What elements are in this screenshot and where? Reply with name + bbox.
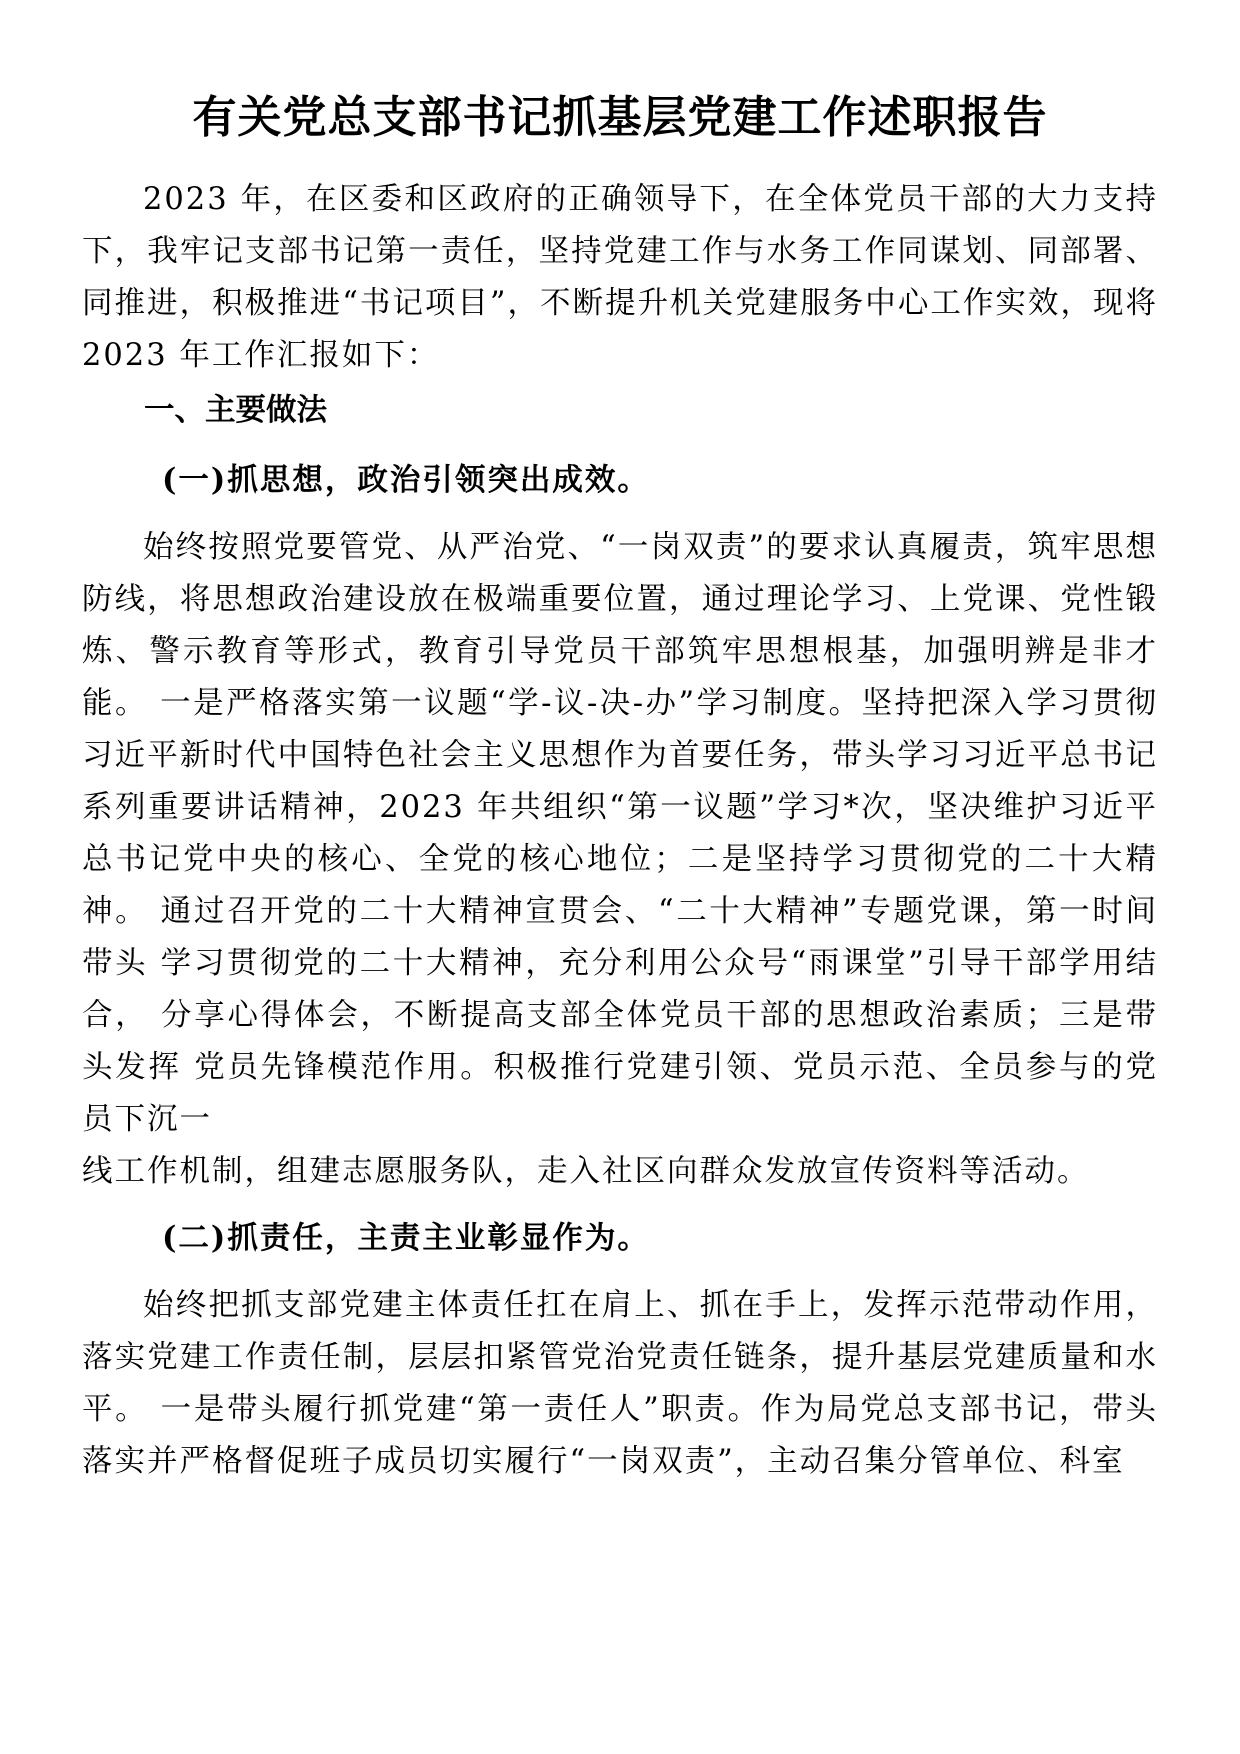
section-heading-main-practices: 一、主要做法 <box>144 393 327 428</box>
subsection-heading-ideology: (一)抓思想，政治引领突出成效。 <box>162 462 650 498</box>
subsection-heading-responsibility: (二)抓责任，主责主业彰显作为。 <box>162 1220 650 1256</box>
responsibility-paragraph: 始终把抓支部党建主体责任扛在肩上、抓在手上，发挥示范带动作用，落实党建工作责任制，层层扣紧管党治党责任链条，提升基层党建质量和水平。 一是带头履行抓党建“第一责任人”职责。作为局党总支部书记，带头落实并严格督促班子成员切实履行“一岗双责”，主动召集分管单位、科室 <box>82 1288 1158 1479</box>
document-title: 有关党总支部书记抓基层党建工作述职报告 <box>192 92 1048 143</box>
ideology-paragraph: 始终按照党要管党、从严治党、“一岗双责”的要求认真履责，筑牢思想防线，将思想政治建设放在极端重要位置，通过理论学习、上党课、党性锻炼、警示教育等形式，教育引导党员干部筑牢思想根基，加强明辨是非才能。 一是严格落实第一议题“学-议-决-办”学习制度。坚持把深入学习贯彻习近平新时代中国特色社会主义思想作为首要任务，带头学习习近平总书记系列重要讲话精神，2023 年共组织“第一议题”学习*次，坚决维护习近平总书记党中央的核心、全党的核心地位；二是坚持学习贯彻党的二十大精神。 通过召开党的二十大精神宣贯会、“二十大精神”专题党课，第一时间带头 学习贯彻党的二十大精神，充分利用公众号“雨课堂”引导干部学用结合， 分享心得体会，不断提高支部全体党员干部的思想政治素质；三是带头发挥 党员先锋模范作用。积极推行党建引领、党员示范、全员参与的党员下沉一 <box>82 530 1158 1137</box>
intro-paragraph: 2023 年，在区委和区政府的正确领导下，在全体党员干部的大力支持下，我牢记支部书记第一责任，坚持党建工作与水务工作同谋划、同部署、同推进，积极推进“书记项目”，不断提升机关党建服务中心工作实效，现将2023 年工作汇报如下： <box>82 182 1158 373</box>
ideology-paragraph-continuation: 线工作机制，组建志愿服务队，走入社区向群众发放宣传资料等活动。 <box>82 1154 1090 1189</box>
